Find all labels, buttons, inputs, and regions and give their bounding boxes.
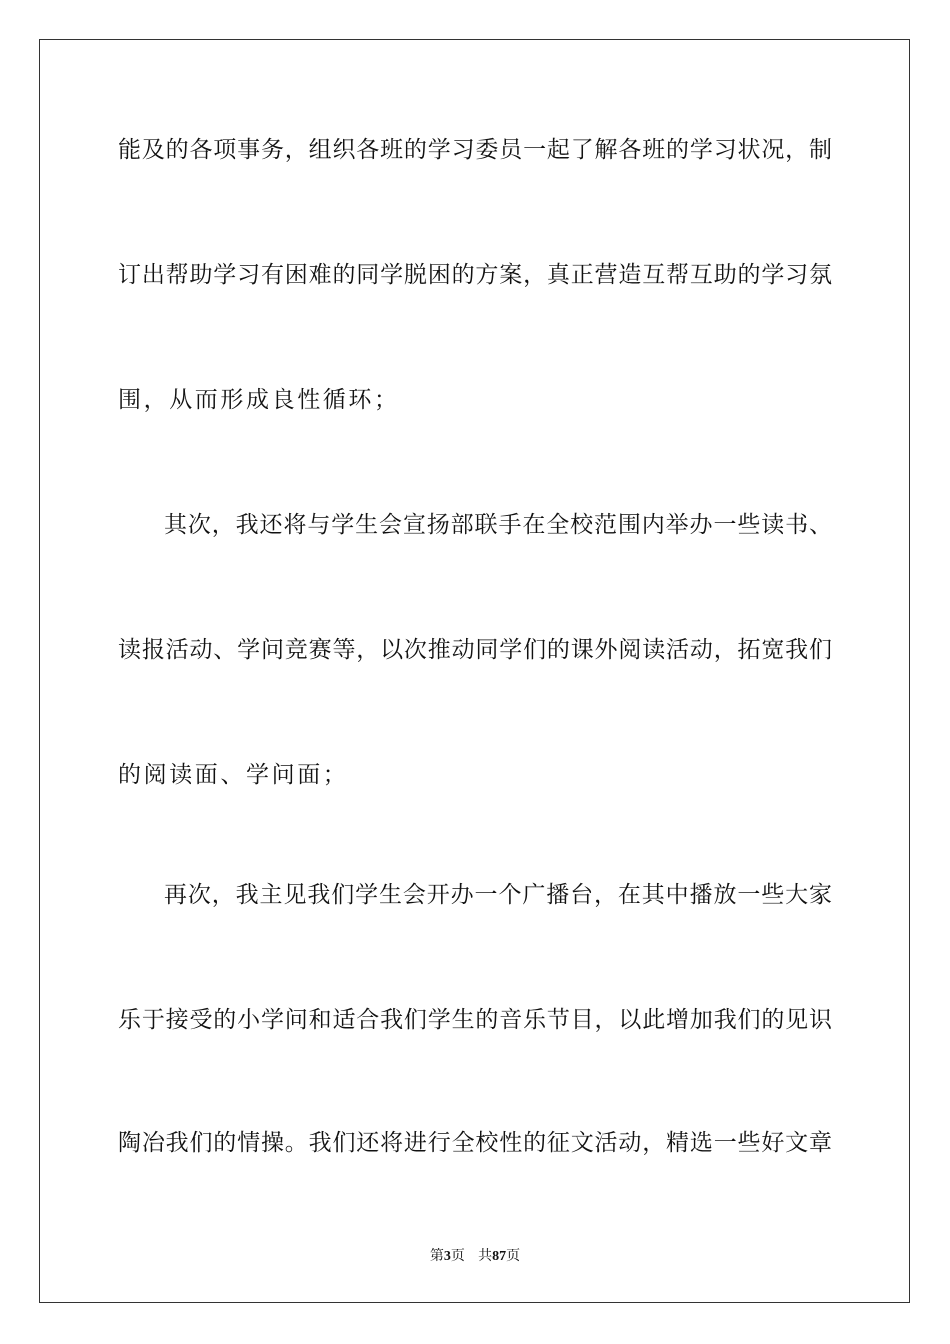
text-line-2: 订出帮助学习有困难的同学脱困的方案，真正营造互帮互助的学习氛 <box>118 262 832 288</box>
text-line-1: 能及的各项事务，组织各班的学习委员一起了解各班的学习状况，制 <box>118 137 832 163</box>
page-suffix: 页 <box>450 1248 465 1264</box>
total-prefix: 共 <box>478 1248 493 1264</box>
text-line-3: 围，从而形成良性循环； <box>118 387 400 413</box>
text-line-7: 再次，我主见我们学生会开办一个广播台，在其中播放一些大家 <box>164 882 832 908</box>
total-suffix: 页 <box>506 1248 521 1264</box>
text-line-4: 其次，我还将与学生会宣扬部联手在全校范围内举办一些读书、 <box>164 512 832 538</box>
page-number: 3 <box>443 1249 451 1264</box>
text-line-9: 陶冶我们的情操。我们还将进行全校性的征文活动，精选一些好文章 <box>118 1130 832 1156</box>
total-pages: 87 <box>492 1249 507 1264</box>
text-line-8: 乐于接受的小学问和适合我们学生的音乐节目，以此增加我们的见识 <box>118 1007 832 1033</box>
text-line-5: 读报活动、学问竞赛等，以次推动同学们的课外阅读活动，拓宽我们 <box>118 637 832 663</box>
page-prefix: 第 <box>429 1248 444 1264</box>
text-line-6: 的阅读面、学问面； <box>118 762 349 788</box>
page-footer <box>0 1246 950 1267</box>
page-border <box>39 39 910 1303</box>
